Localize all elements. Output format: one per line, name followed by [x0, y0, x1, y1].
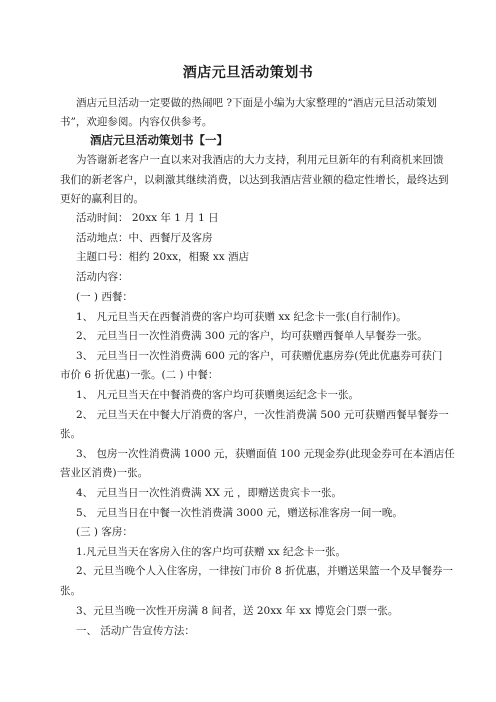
chinese-item-5: 5、 元旦当日在中餐一次性消费满 3000 元，赠送标准客房一间一晚。 [76, 507, 403, 519]
intro-line-2: 书”，欢迎参阅。内容仅供参考。 [60, 116, 213, 128]
promo-heading: 一、 活动广告宣传方法： [76, 625, 195, 637]
rooms-item-3: 3、元旦当晚一次性开房满 8 间者，送 20xx 年 xx 博览会门票一张。 [76, 605, 399, 617]
western-item-3-line-2: 市价 6 折优惠)一张。(二 ) 中餐： [60, 369, 219, 381]
activity-time: 活动时间： 20xx 年 1 月 1 日 [76, 212, 219, 224]
rooms-item-2-line-1: 2、元旦当晚个人入住客房，一律按门市价 8 折优惠，并赠送果篮一个及早餐券一 [76, 565, 454, 577]
western-item-3-line-1: 3、 元旦当日一次性消费满 600 元的客户，可获赠优惠房券(凭此优惠券可获门 [76, 350, 443, 362]
chinese-item-3-line-1: 3、 包房一次性消费满 1000 元，获赠面值 100 元现金券(此现金券可在本酒店任 [76, 448, 455, 460]
western-heading: (一 ) 西餐： [76, 291, 133, 303]
background-line-3: 更好的赢利目的。 [60, 193, 144, 205]
chinese-item-1: 1、 凡元旦当天在中餐消费的客户均可获赠奥运纪念卡一张。 [76, 389, 360, 401]
chinese-item-2-line-2: 张。 [60, 428, 81, 440]
western-item-2: 2、 元旦当日一次性消费满 300 元的客户，均可获赠西餐单人早餐券一张。 [76, 330, 428, 342]
document-title: 酒店元旦活动策划书 [182, 65, 314, 81]
background-line-1: 为答谢新老客户一直以来对我酒店的大力支持，利用元旦新年的有利商机来回馈 [76, 154, 444, 166]
rooms-heading: (三 ) 客房： [76, 526, 133, 538]
intro-line-1: 酒店元旦活动一定要做的热闹吧 ?下面是小编为大家整理的“酒店元旦活动策划 [76, 97, 437, 109]
rooms-item-2-line-2: 张。 [60, 585, 81, 597]
section-heading: 酒店元旦活动策划书【一】 [90, 133, 228, 147]
activity-theme: 主题口号：相约 20xx，相聚 xx 酒店 [76, 251, 250, 263]
chinese-item-3-line-2: 营业区消费)一张。 [60, 467, 149, 479]
chinese-item-4: 4、 元旦当日一次性消费满 XX 元 ，即赠送贵宾卡一张。 [76, 487, 342, 499]
rooms-item-1: 1.凡元旦当天在客房入住的客户均可获赠 xx 纪念卡一张。 [76, 546, 347, 558]
background-line-2: 我们的新老客户，以刺激其继续消费，以达到我酒店营业额的稳定性增长，最终达到 [60, 174, 449, 186]
western-item-1: 1、 凡元旦当天在西餐消费的客户均可获赠 xx 纪念卡一张(自行制作)。 [76, 311, 407, 323]
activity-place: 活动地点：中、西餐厅及客房 [76, 232, 213, 244]
activity-content-label: 活动内容： [76, 271, 129, 283]
chinese-item-2-line-1: 2、 元旦当天在中餐大厅消费的客户，一次性消费满 500 元可获赠西餐早餐券一 [76, 409, 449, 421]
